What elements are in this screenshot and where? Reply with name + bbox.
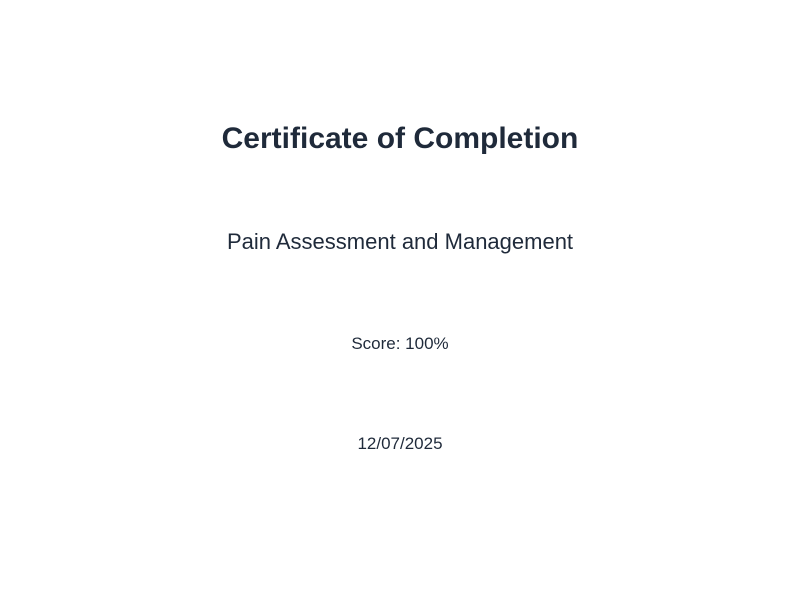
score-text: Score: 100% — [351, 334, 449, 353]
completion-date: 12/07/2025 — [357, 434, 443, 453]
certificate-title: Certificate of Completion — [221, 122, 579, 155]
course-name: Pain Assessment and Management — [226, 229, 574, 254]
